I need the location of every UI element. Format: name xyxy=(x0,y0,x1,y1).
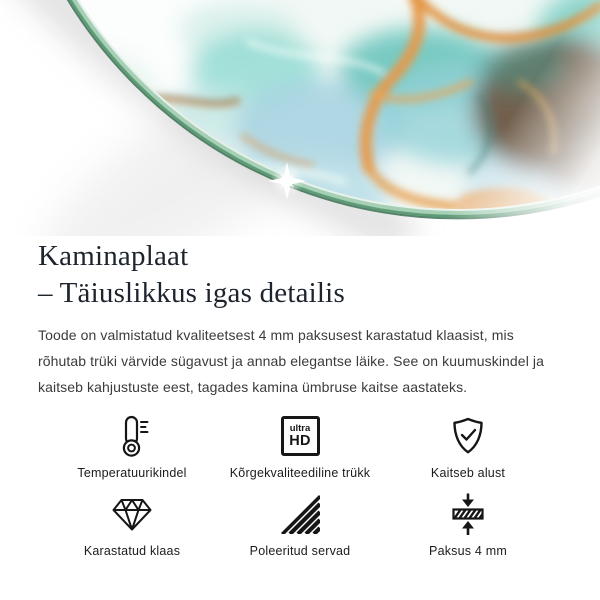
hero-product-image xyxy=(0,0,600,236)
shield-check-icon xyxy=(449,414,487,458)
product-description: Toode on valmistatud kvaliteetsest 4 mm paksusest karastatud klaasist, mis rõhutab trüki värvide sügavust ja annab elegantse läike. See on kuumuskindel ja kaitseb kahjustuste eest, tagades kamina ümbruse kaitse aastateks. xyxy=(38,327,544,395)
product-info-section xyxy=(0,238,600,558)
ultra-hd-icon xyxy=(281,414,320,458)
feature-label: Karastatud klaas xyxy=(83,544,181,558)
feature-label: Paksus 4 mm xyxy=(429,544,507,558)
page-title-line-2: – Täiuslikkus igas detailis xyxy=(38,277,345,309)
feature-label: Poleeritud servad xyxy=(249,544,351,558)
feature-protects-base xyxy=(384,414,552,480)
feature-label: Kõrgekvaliteediline trükk xyxy=(229,466,371,480)
feature-high-quality-print xyxy=(216,414,384,480)
thickness-icon xyxy=(449,492,487,536)
thermometer-icon xyxy=(115,414,149,458)
page-title-line-1: Kaminaplaat xyxy=(38,240,189,272)
polished-edges-icon xyxy=(279,492,321,536)
ultra-hd-text-bottom: HD xyxy=(289,432,311,449)
feature-temperature-resistant xyxy=(48,414,216,480)
feature-label: Temperatuurikindel xyxy=(77,466,187,480)
feature-tempered-glass xyxy=(48,492,216,558)
ultra-hd-text-top: ultra xyxy=(289,422,311,434)
fade-overlay xyxy=(0,0,600,236)
feature-label: Kaitseb alust xyxy=(430,466,506,480)
diamond-icon xyxy=(110,492,154,536)
features-grid xyxy=(48,414,552,558)
page-title xyxy=(38,238,562,312)
feature-thickness xyxy=(384,492,552,558)
feature-polished-edges xyxy=(216,492,384,558)
